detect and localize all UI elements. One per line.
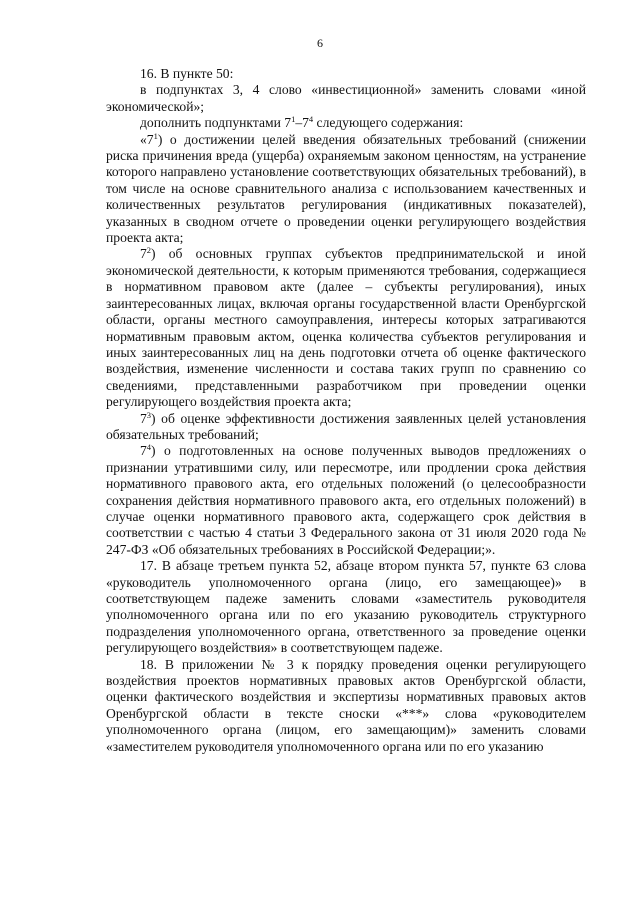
paragraph-subitem-7-3: $7^3$) об оценке эффективности достижения заявленных целей установления обязательных требований;: [106, 409, 586, 442]
paragraph-subitem-7-1: «$7^1$) о достижении целей введения обязательных требований (снижении риска причинения вреда (ущерба) охраняемым законом ценностям, на устранение которого направлено установление соответствующих обязательных требований), в том числе на основе сравнительного анализа с использованием качественных и количественных результатов регулирования (индикативных показателей), указанных в сводном отчете о проведении оценки регулирующего воздействия проекта акта;: [106, 130, 586, 246]
paragraph-subitems-3-4: в подпунктах 3, 4 слово «инвестиционной» заменить словами «иной экономической»;: [106, 82, 586, 114]
paragraph-add-subitems: дополнить подпунктами $7^1-7^4$ следующего содержания:: [140, 114, 464, 131]
page-number: 6: [317, 36, 323, 50]
document-body: [106, 66, 586, 755]
paragraph-subitem-7-2: $7^2$) об основных группах субъектов предпринимательской и иной экономической деятельности, к которым применяются требования, содержащиеся в нормативном правовом акте (далее – субъекты регулирования), иных заинтересованных лицах, включая органы государственной власти Оренбургской области, органы местного самоуправления, интересы которых затрагиваются нормативным правовым актом, оценка количества субъектов регулирования и иных заинтересованных лиц на день подготовки отчета об оценке фактического воздействия, изменение численности и состава таких групп по сравнению со сведениями, представленными разработчиком при проведении оценки регулирующего воздействия проекта акта;: [106, 245, 586, 410]
paragraph-subitem-7-4: $7^4$) о подготовленных на основе полученных выводов предложениях о признании утратившими силу, или пересмотре, или продлении срока действия нормативного правового акта, его отдельных положений (о целесообразности сохранения действия нормативного правового акта, его отдельных положений) в случае оценки нормативного правового акта, содержащего срок действия в соответствии с частью 4 статьи 3 Федерального закона от 31 июля 2020 года № 247-ФЗ «Об обязательных требованиях в Российской Федерации;».: [106, 442, 586, 557]
paragraph-18: 18. В приложении № 3 к порядку проведения оценки регулирующего воздействия проектов нормативных правовых актов Оренбургской области, оценки фактического воздействия и экспертизы нормативных правовых актов Оренбургской области в тексте сноски «***» слова «руководителем уполномоченного органа (лицом, его замещающим)» заменить словами «заместителем руководителя уполномоченного органа или по его указанию: [106, 656, 586, 754]
paragraph-16-heading: 16. В пункте 50:: [140, 66, 234, 81]
paragraph-17: 17. В абзаце третьем пункта 52, абзаце втором пункта 57, пункте 63 слова «руководитель уполномоченного органа (лицо, его замещающее)» в соответствующем падеже заменить словами «заместитель руководителя уполномоченного органа или по его указанию руководитель структурного подразделения уполномоченного органа, ответственного за проведение оценки регулирующего воздействия» в соответствующем падеже.: [106, 558, 586, 656]
